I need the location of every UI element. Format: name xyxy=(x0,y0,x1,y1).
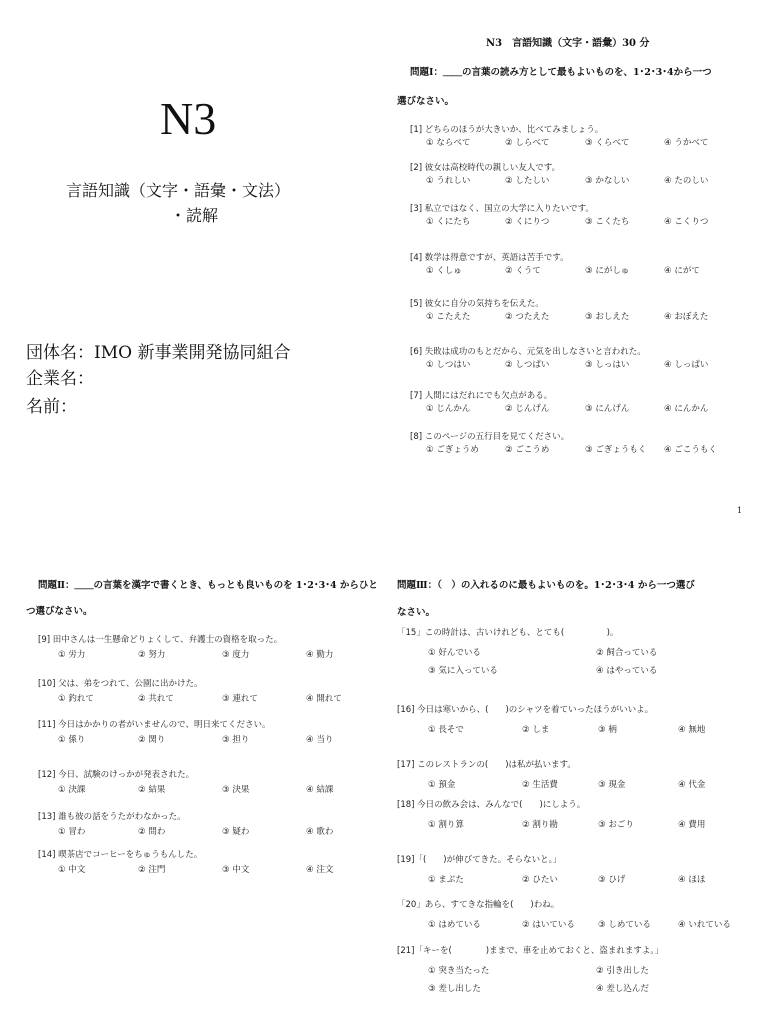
answer-option[interactable]: ① ごぎょうめ xyxy=(426,445,479,455)
answer-option[interactable]: ④ こくりつ xyxy=(664,217,709,227)
company-label: 企業名： xyxy=(26,369,94,389)
answer-option[interactable]: ③ 担り xyxy=(222,735,250,745)
question-text: [17] このレストランの( )は私が払います。 xyxy=(397,760,576,770)
answer-option[interactable]: ④ うかべて xyxy=(664,138,709,148)
answer-option[interactable]: ② 結果 xyxy=(138,785,166,795)
question-text: [21]「キーを( )ままで、車を止めておくと、盗まれますよ。」 xyxy=(397,946,664,956)
answer-option[interactable]: ① はめている xyxy=(428,920,481,930)
answer-option[interactable]: ① 決課 xyxy=(58,785,86,795)
question-text: 「20」あら、すてきな指輪を( )わね。 xyxy=(397,900,560,910)
answer-option[interactable]: ④ 無地 xyxy=(678,725,706,735)
answer-option[interactable]: ③ こくたち xyxy=(585,217,630,227)
question-text: [13] 誰も彼の話をうたがわなかった。 xyxy=(38,812,186,822)
answer-option[interactable]: ③ かなしい xyxy=(585,176,630,186)
answer-option[interactable]: ③ くらべて xyxy=(585,138,630,148)
answer-option[interactable]: ④ にんかん xyxy=(664,404,709,414)
answer-option[interactable]: ② くにりつ xyxy=(505,217,550,227)
question-text: 「15」この時計は、古いけれども、とても( )。 xyxy=(397,628,619,638)
answer-option[interactable]: ② 関り xyxy=(138,735,166,745)
answer-option[interactable]: ② 共れて xyxy=(138,694,174,704)
answer-option[interactable]: ③ 柄 xyxy=(598,725,617,735)
answer-option[interactable]: ② 生活費 xyxy=(522,780,558,790)
answer-option[interactable]: ① 割り算 xyxy=(428,820,464,830)
name-label: 名前： xyxy=(26,397,77,417)
cover-subtitle-line1: 言語知識（文字・語彙・文法） xyxy=(66,181,291,200)
answer-option[interactable]: ① 長そで xyxy=(428,725,464,735)
answer-option[interactable]: ① こたえた xyxy=(426,312,471,322)
answer-option[interactable]: ① くにたち xyxy=(426,217,471,227)
answer-option[interactable]: ③ にんげん xyxy=(585,404,630,414)
answer-option[interactable]: ① 冒わ xyxy=(58,827,86,837)
answer-option[interactable]: ③ 連れて xyxy=(222,694,258,704)
question-text: [4] 数学は得意ですが、英語は苦手です。 xyxy=(410,253,569,263)
answer-option[interactable]: ② しらべて xyxy=(505,138,550,148)
answer-option[interactable]: ① 突き当たった xyxy=(428,966,490,976)
page1-instruction-line2: 選びなさい。 xyxy=(397,96,455,107)
answer-option[interactable]: ① うれしい xyxy=(426,176,471,186)
answer-option[interactable]: ④ しっぱい xyxy=(664,360,709,370)
question-text: [10] 父は、弟をつれて、公園に出かけた。 xyxy=(38,679,203,689)
answer-option[interactable]: ④ いれている xyxy=(678,920,731,930)
question-text: [2] 彼女は高校時代の親しい友人です。 xyxy=(410,163,561,173)
question-text: [16] 今日は寒いから、( )のシャツを着ていったほうがいいよ。 xyxy=(397,705,654,715)
answer-option[interactable]: ② 飼合っている xyxy=(596,648,658,658)
answer-option[interactable]: ③ ひげ xyxy=(598,875,626,885)
answer-option[interactable]: ③ 現金 xyxy=(598,780,626,790)
answer-option[interactable]: ② 引き出した xyxy=(596,966,649,976)
answer-option[interactable]: ③ しっはい xyxy=(585,360,630,370)
answer-option[interactable]: ④ 開れて xyxy=(306,694,342,704)
answer-option[interactable]: ① 預金 xyxy=(428,780,456,790)
answer-option[interactable]: ① くしゅ xyxy=(426,266,462,276)
question-text: [3] 私立ではなく、国立の大学に入りたいです。 xyxy=(410,204,594,214)
answer-option[interactable]: ② したしい xyxy=(505,176,550,186)
answer-option[interactable]: ④ 当り xyxy=(306,735,334,745)
answer-option[interactable]: ④ たのしい xyxy=(664,176,709,186)
cover-title: N3 xyxy=(160,93,217,144)
answer-option[interactable]: ④ 歌わ xyxy=(306,827,334,837)
answer-option[interactable]: ② 問わ xyxy=(138,827,166,837)
answer-option[interactable]: ① ならべて xyxy=(426,138,471,148)
answer-option[interactable]: ③ 度力 xyxy=(222,650,250,660)
answer-option[interactable]: ③ 気に入っている xyxy=(428,666,498,676)
page3-instruction-line2: なさい。 xyxy=(397,607,436,618)
page1-header: N3 言語知識（文字・語彙）30 分 xyxy=(486,38,650,49)
answer-option[interactable]: ② ひたい xyxy=(522,875,558,885)
answer-option[interactable]: ④ 費用 xyxy=(678,820,706,830)
answer-option[interactable]: ② しつぱい xyxy=(505,360,550,370)
question-text: [18] 今日の飲み会は、みんなで( )にしよう。 xyxy=(397,800,586,810)
answer-option[interactable]: ④ にがて xyxy=(664,266,700,276)
answer-option[interactable]: ④ はやっている xyxy=(596,666,658,676)
answer-option[interactable]: ① しつはい xyxy=(426,360,471,370)
answer-option[interactable]: ② 注門 xyxy=(138,865,166,875)
answer-option[interactable]: ① 中文 xyxy=(58,865,86,875)
answer-option[interactable]: ③ 中文 xyxy=(222,865,250,875)
page2-instruction-line2: つ選びなさい。 xyxy=(26,606,93,617)
answer-option[interactable]: ① 労力 xyxy=(58,650,86,660)
answer-option[interactable]: ② ごこうめ xyxy=(505,445,550,455)
answer-option[interactable]: ③ にがしゅ xyxy=(585,266,630,276)
answer-option[interactable]: ③ しめている xyxy=(598,920,651,930)
answer-option[interactable]: ③ おしえた xyxy=(585,312,630,322)
answer-option[interactable]: ③ 疑わ xyxy=(222,827,250,837)
page-number: 1 xyxy=(737,506,743,515)
answer-option[interactable]: ② しま xyxy=(522,725,550,735)
question-text: [7] 人間にはだれにでも欠点がある。 xyxy=(410,391,553,401)
page3-instruction-line1: 問題Ⅲ：（ ）の入れるのに最もよいものを。1･2･3･4 から一つ選び xyxy=(397,580,695,591)
answer-option[interactable]: ③ 差し出した xyxy=(428,984,481,994)
answer-option[interactable]: ④ 代金 xyxy=(678,780,706,790)
answer-option[interactable]: ④ おぼえた xyxy=(664,312,709,322)
cover-subtitle-line2: ・読解 xyxy=(170,206,219,225)
question-text: [9] 田中さんは一生懸命どりょくして、弁護士の資格を取った。 xyxy=(38,635,283,645)
answer-option[interactable]: ④ ごこうもく xyxy=(664,445,717,455)
answer-option[interactable]: ① じんかん xyxy=(426,404,471,414)
answer-option[interactable]: ① 係り xyxy=(58,735,86,745)
question-text: [1] どちらのほうが大きいか、比べてみましょう。 xyxy=(410,125,604,135)
answer-option[interactable]: ② つたえた xyxy=(505,312,550,322)
org-label: 団体名：IMO 新事業開発協同組合 xyxy=(26,343,291,363)
answer-option[interactable]: ③ 決果 xyxy=(222,785,250,795)
answer-option[interactable]: ② はいている xyxy=(522,920,575,930)
answer-option[interactable]: ② 努力 xyxy=(138,650,166,660)
answer-option[interactable]: ③ ごぎょうもく xyxy=(585,445,647,455)
question-text: [19]「( )が伸びてきた。そらないと。」 xyxy=(397,855,562,865)
question-text: [11] 今日はかかりの者がいませんので、明日来てください。 xyxy=(38,720,271,730)
answer-option[interactable]: ② じんげん xyxy=(505,404,550,414)
answer-option[interactable]: ② くうて xyxy=(505,266,541,276)
answer-option[interactable]: ④ 注文 xyxy=(306,865,334,875)
question-text: [14] 喫茶店でコーヒーをちゅうもんした。 xyxy=(38,850,203,860)
answer-option[interactable]: ① 釣れて xyxy=(58,694,94,704)
question-text: [8] このページの五行目を見てください。 xyxy=(410,432,570,442)
question-text: [6] 失敗は成功のもとだから、元気を出しなさいと言われた。 xyxy=(410,347,646,357)
answer-option[interactable]: ① まぶた xyxy=(428,875,464,885)
answer-option[interactable]: ③ おごり xyxy=(598,820,634,830)
page2-instruction-line1: 問題Ⅱ：＿＿の言葉を漢字で書くとき、もっとも良いものを 1･2･3･4 からひと xyxy=(38,580,378,591)
answer-option[interactable]: ④ 勤力 xyxy=(306,650,334,660)
page1-instruction-line1: 問題Ⅰ：＿＿の言葉の読み方として最もよいものを、1･2･3･4から一つ xyxy=(410,67,712,78)
answer-option[interactable]: ④ 結課 xyxy=(306,785,334,795)
answer-option[interactable]: ① 好んでいる xyxy=(428,648,481,658)
answer-option[interactable]: ② 割り勘 xyxy=(522,820,558,830)
question-text: [5] 彼女に自分の気持ちを伝えた。 xyxy=(410,299,544,309)
answer-option[interactable]: ④ ほほ xyxy=(678,875,706,885)
answer-option[interactable]: ④ 差し込んだ xyxy=(596,984,649,994)
question-text: [12] 今日、試験のけっかが発表された。 xyxy=(38,770,195,780)
